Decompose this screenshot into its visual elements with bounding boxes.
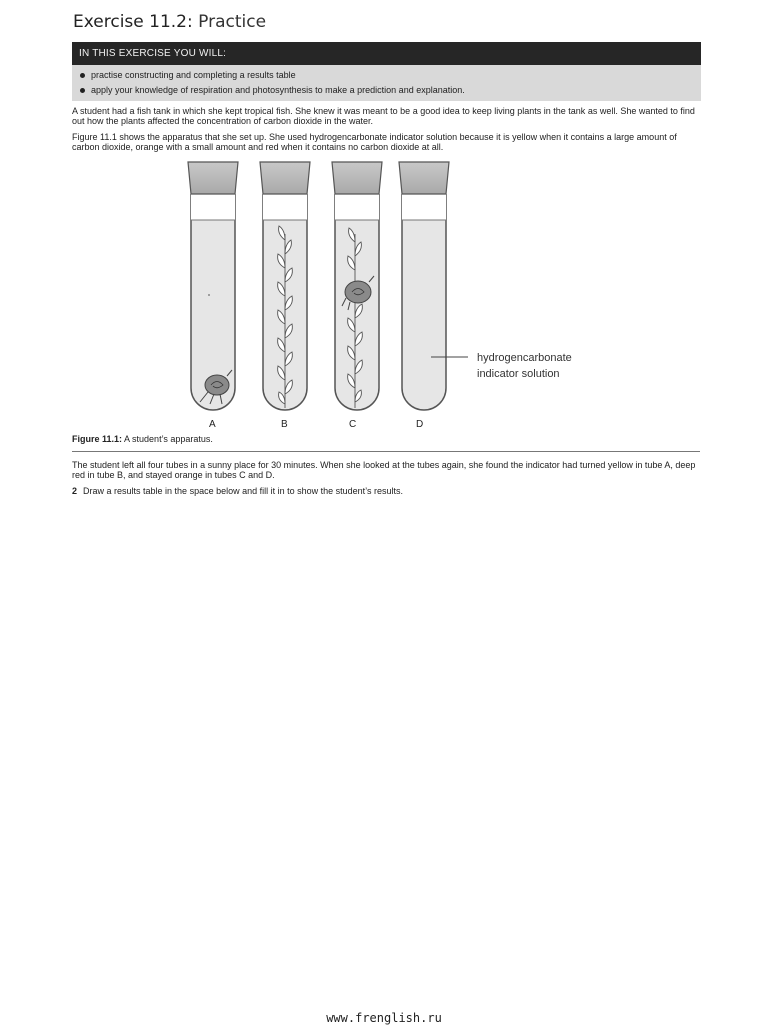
section-divider (72, 451, 700, 452)
exercise-subtitle: Practice (192, 12, 267, 32)
test-tube-d (399, 162, 449, 410)
objective-item: apply your knowledge of respiration and photosynthesis to make a prediction and explanation. (79, 83, 701, 98)
indicator-callout (477, 350, 572, 382)
tube-label-a: A (209, 419, 216, 430)
objectives-box (72, 65, 701, 101)
tube-label-b: B (281, 419, 288, 430)
footer-url: www.frenglish.ru (326, 1011, 442, 1025)
test-tube-c (332, 162, 382, 410)
exercise-title (73, 12, 266, 32)
apparatus-figure (150, 158, 610, 438)
test-tube-a (188, 162, 238, 410)
figure-caption-text: A student’s apparatus. (122, 434, 213, 444)
question-2 (72, 486, 702, 496)
objectives-heading: IN THIS EXERCISE YOU WILL: (72, 42, 701, 65)
figure-caption (72, 434, 213, 444)
test-tube-b (260, 162, 310, 410)
tube-label-d: D (416, 419, 424, 430)
question-text: Draw a results table in the space below and fill it in to show the student’s results. (83, 486, 404, 496)
objectives-list (79, 68, 701, 98)
results-paragraph: The student left all four tubes in a sunny place for 30 minutes. When she looked at the tubes again, she found the indicator had turned yellow in tube A, deep red in tube B, and stayed orange in tubes C and D. (72, 460, 696, 480)
figure-caption-label: Figure 11.1: (72, 434, 123, 444)
callout-line-2: indicator solution (477, 368, 560, 380)
intro-paragraph: A student had a fish tank in which she kept tropical fish. She knew it was meant to be a good idea to keep living plants in the tank as well. She wanted to find out how the plants affected the concentration of carbon dioxide in the water. (72, 106, 695, 126)
callout-line-1: hydrogencarbonate (477, 352, 572, 364)
objective-item: practise constructing and completing a results table (79, 68, 701, 83)
apparatus-paragraph: Figure 11.1 shows the apparatus that she set up. She used hydrogencarbonate indicator solution because it is yellow when it contains a large amount of carbon dioxide, orange with a small amount and red when it contains no carbon dioxide at all. (72, 132, 677, 152)
tube-label-c: C (349, 419, 357, 430)
question-number: 2 (72, 486, 78, 496)
exercise-number: Exercise 11.2: (73, 12, 193, 32)
